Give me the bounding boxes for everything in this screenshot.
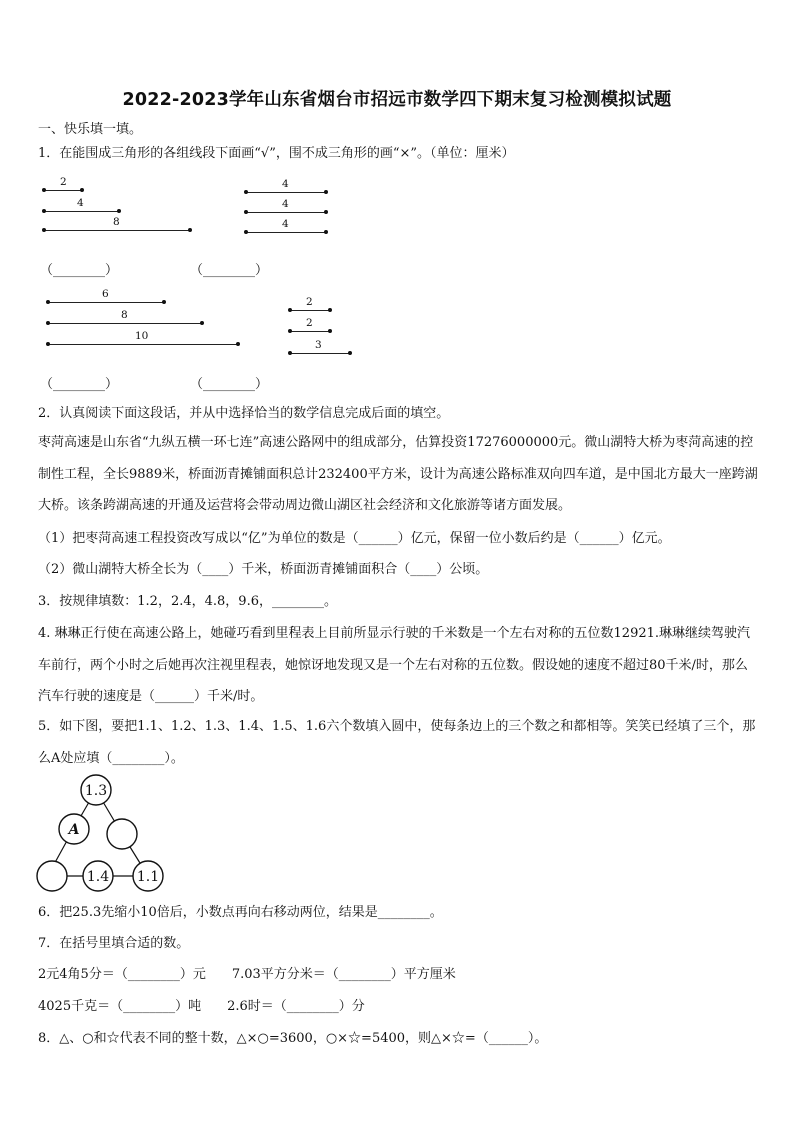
endpoint	[324, 230, 328, 234]
question-2-passage: 枣菏高速是山东省“九纵五横一环七连”高速公路网中的组成部分，估算投资17276000000元。微山湖特大桥为枣菏高速的控制性工程，全长9889米，桥面沥青摊铺面积总计232400平方米，设计为高速公路标准双向四车道，是中国北方最大一座跨湖大桥。该条跨湖高速的开通及运营将会带动周边微山湖区社会经济和文化旅游等诸方面发展。	[38, 435, 758, 513]
segment	[246, 212, 326, 213]
circle-bottom-left	[37, 861, 67, 891]
segment-length-label: 8	[113, 216, 120, 228]
segment	[44, 190, 82, 191]
endpoint	[42, 228, 46, 232]
endpoint	[200, 321, 204, 325]
question-7-row-1: 2元4角5分＝（________）元 7.03平方分米＝（________）平方厘米	[38, 967, 456, 982]
question-6: 6．把25.3先缩小10倍后，小数点再向右移动两位，结果是________。	[38, 905, 443, 920]
segment	[290, 353, 350, 354]
endpoint	[244, 210, 248, 214]
question-5-text: 5．如下图，要把1.1、1.2、1.3、1.4、1.5、1.6六个数填入圆中，使每条边上的三个数之和都相等。笑笑已经填了三个，那么A处应填（________）。	[38, 719, 756, 766]
segment-length-label: 6	[102, 288, 109, 300]
circle-a-label: A	[68, 822, 80, 838]
segment-length-label: 3	[315, 339, 322, 351]
segment	[44, 211, 119, 212]
question-8: 8．△、○和☆代表不同的整十数，△×○=3600，○×☆=5400，则△×☆=（______）。	[38, 1031, 548, 1046]
section-heading: 一、快乐填一填。	[38, 122, 143, 137]
endpoint	[324, 210, 328, 214]
endpoint	[46, 321, 50, 325]
endpoint	[117, 209, 121, 213]
segment	[48, 323, 202, 324]
question-2-sub-2: （2）微山湖特大桥全长为（____）千米，桥面沥青摊铺面积合（____）公顷。	[38, 562, 489, 577]
endpoint	[348, 351, 352, 355]
endpoint	[42, 188, 46, 192]
answer-blank-group-3[interactable]: （________）	[40, 377, 119, 392]
answer-blank-group-4[interactable]: （________）	[190, 377, 269, 392]
segment-length-label: 8	[121, 309, 128, 321]
segment	[246, 192, 326, 193]
question-4: 4. 琳琳正行使在高速公路上，她碰巧看到里程表上目前所显示行驶的千米数是一个左右对称的五位数12921.琳琳继续驾驶汽车前行，两个小时之后她再次注视里程表，她惊讶地发现又是一个左右对称的五位数。假设她的速度不超过80千米/时，那么汽车行驶的速度是（______）千米/时。	[38, 626, 751, 704]
endpoint	[244, 190, 248, 194]
endpoint	[328, 308, 332, 312]
circle-bottom-mid-label: 1.4	[86, 869, 110, 885]
endpoint	[162, 300, 166, 304]
segment-length-label: 4	[282, 218, 289, 230]
endpoint	[46, 300, 50, 304]
segment	[290, 310, 330, 311]
endpoint	[244, 230, 248, 234]
endpoint	[288, 329, 292, 333]
endpoint	[188, 228, 192, 232]
question-3: 3．按规律填数：1.2，2.4，4.8，9.6，________。	[38, 594, 337, 609]
question-1-text: 1．在能围成三角形的各组线段下面画“√”，围不成三角形的画“×”。（单位：厘米）	[38, 146, 515, 161]
segment-length-label: 10	[135, 330, 149, 342]
segment-length-label: 4	[77, 197, 84, 209]
segment-length-label: 2	[60, 176, 67, 188]
triangle-circle-diagram	[30, 772, 170, 894]
answer-blank-group-2[interactable]: （________）	[190, 263, 269, 278]
page-title: 2022-2023学年山东省烟台市招远市数学四下期末复习检测模拟试题	[122, 90, 672, 110]
endpoint	[324, 190, 328, 194]
segment-length-label: 2	[306, 296, 313, 308]
segment-length-label: 2	[306, 317, 313, 329]
endpoint	[236, 342, 240, 346]
question-7-row-2: 4025千克＝（________）吨 2.6时＝（________）分	[38, 999, 365, 1014]
question-7-stem: 7．在括号里填合适的数。	[38, 936, 190, 951]
segment	[290, 331, 330, 332]
endpoint	[46, 342, 50, 346]
segment	[48, 302, 164, 303]
endpoint	[288, 351, 292, 355]
question-2-sub-1: （1）把枣菏高速工程投资改写成以“亿”为单位的数是（______）亿元，保留一位小数后约是（______）亿元。	[38, 531, 671, 546]
segment	[48, 344, 238, 345]
answer-blank-group-1[interactable]: （________）	[40, 263, 119, 278]
segment-length-label: 4	[282, 178, 289, 190]
endpoint	[80, 188, 84, 192]
circle-top-label: 1.3	[84, 783, 108, 799]
endpoint	[328, 329, 332, 333]
segment-length-label: 4	[282, 198, 289, 210]
segment	[246, 232, 326, 233]
circle-bottom-right-label: 1.1	[136, 869, 160, 885]
endpoint	[288, 308, 292, 312]
endpoint	[42, 209, 46, 213]
circle-right-mid	[107, 819, 137, 849]
question-2-stem: 2．认真阅读下面这段话，并从中选择恰当的数学信息完成后面的填空。	[38, 406, 450, 421]
segment	[44, 230, 190, 231]
